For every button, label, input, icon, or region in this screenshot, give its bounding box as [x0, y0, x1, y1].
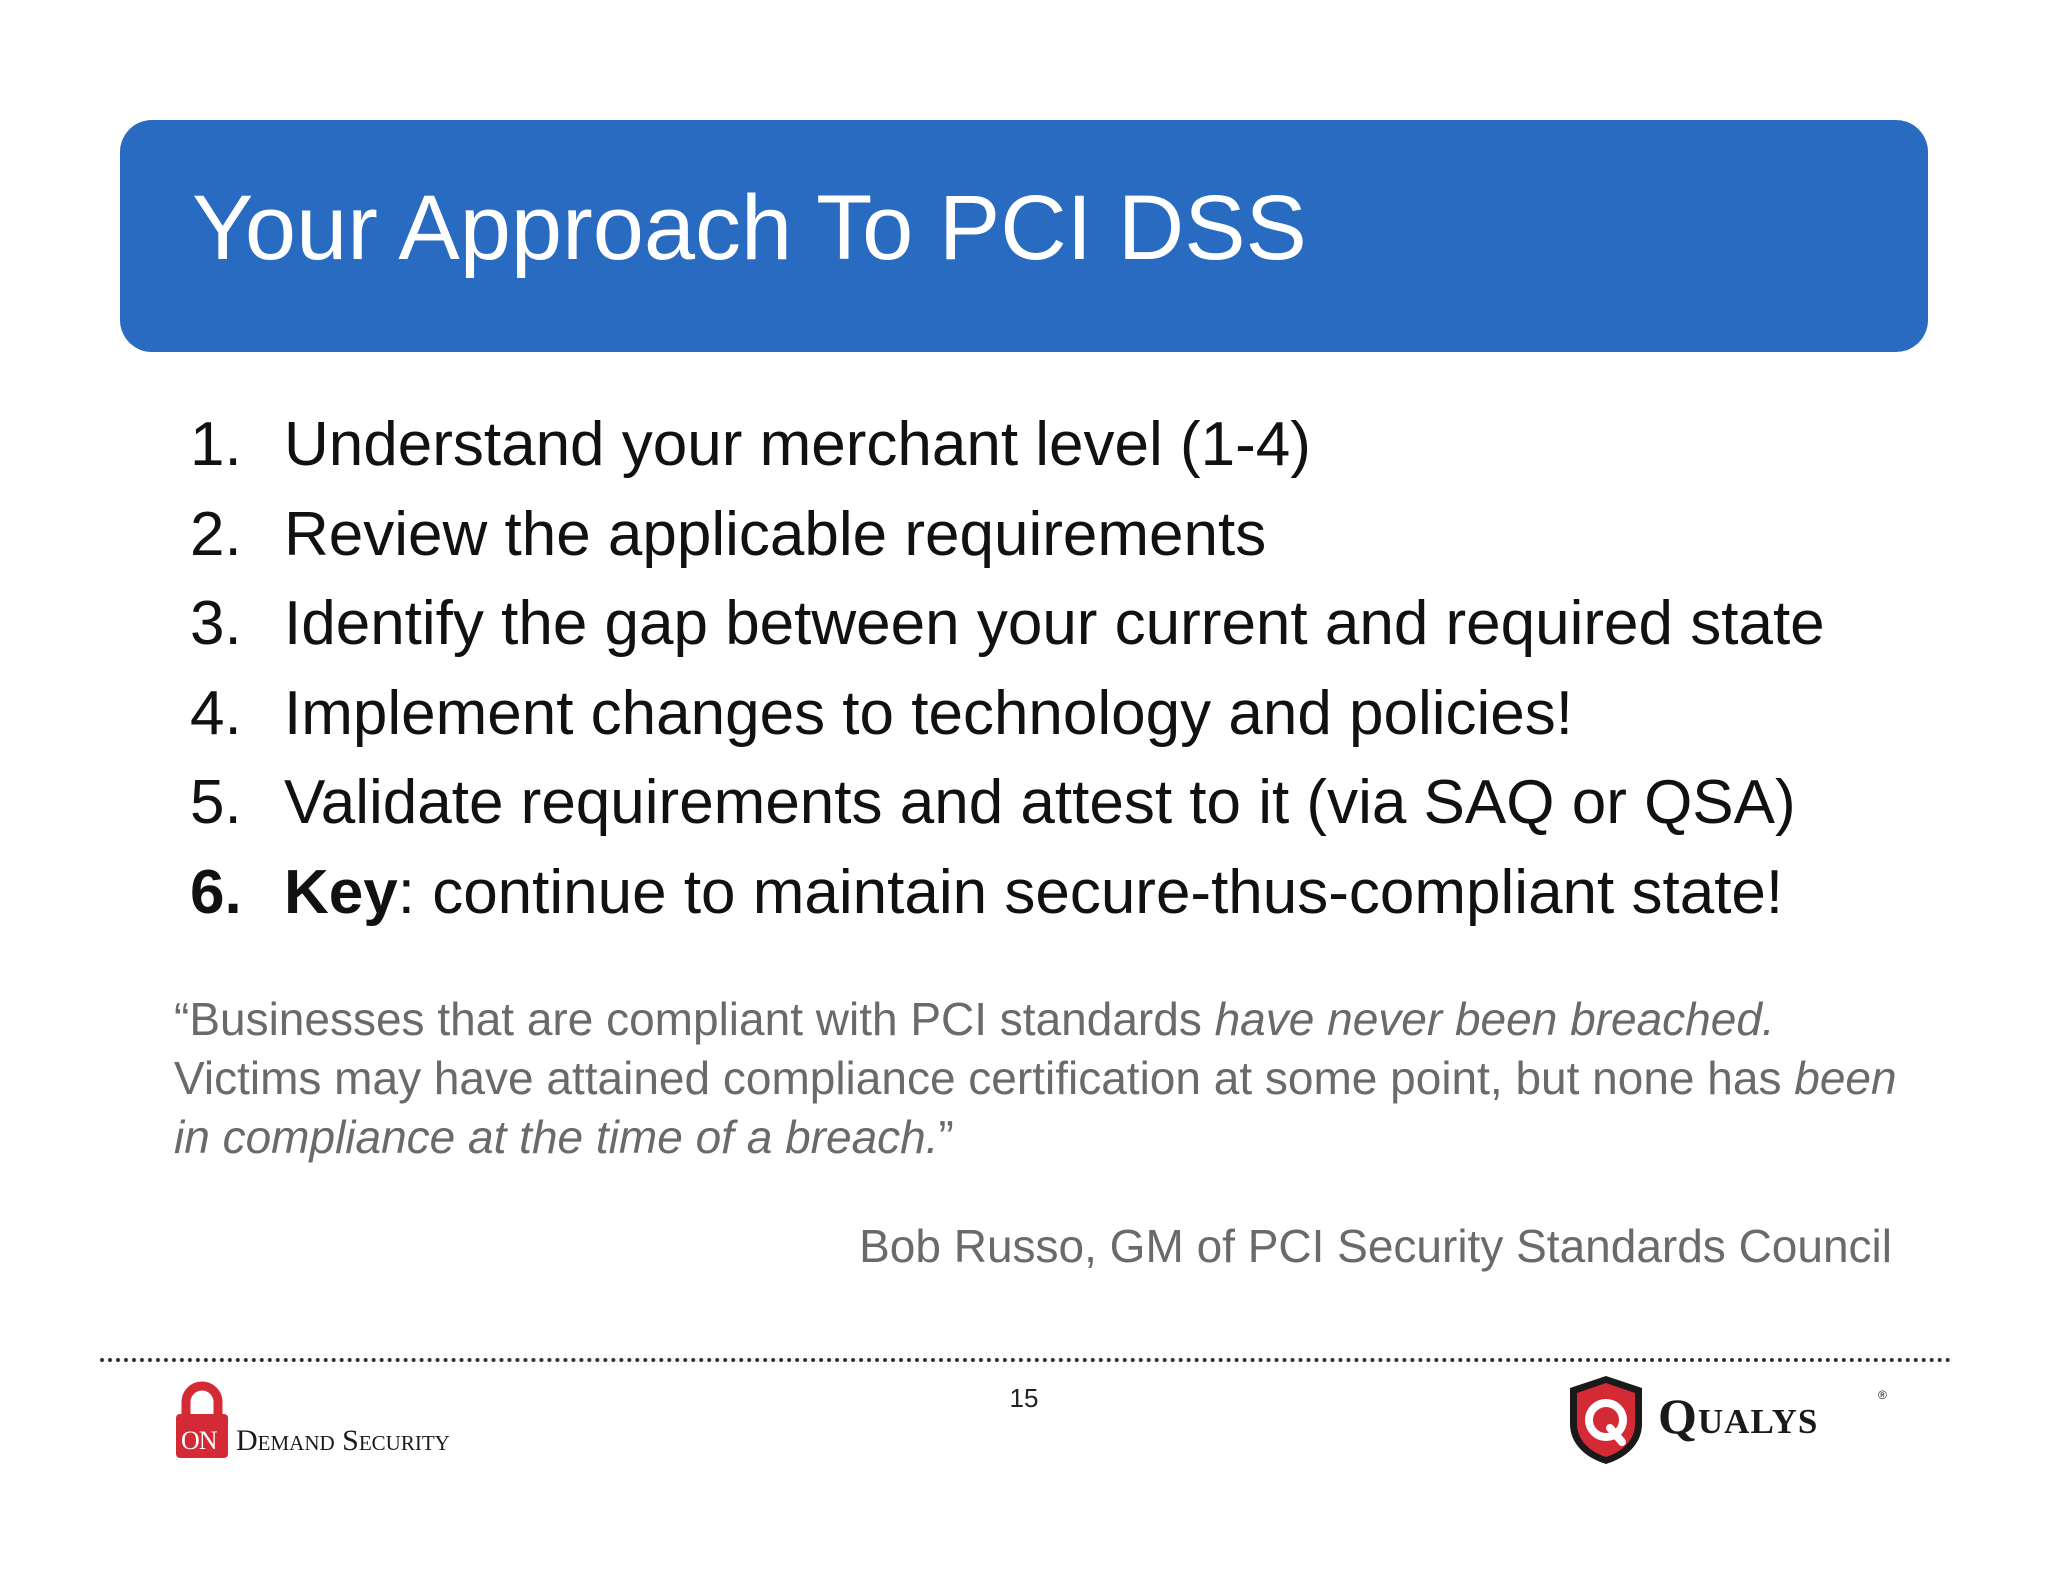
title-banner — [120, 120, 1928, 352]
footer-divider — [100, 1358, 1952, 1362]
step-number: 1. — [190, 410, 242, 479]
logo-on-text: ON — [178, 1426, 220, 1456]
step-number: 2. — [190, 499, 242, 569]
quote-part: “Businesses that are compliant with PCI standards — [174, 993, 1215, 1045]
quote-part: ” — [938, 1111, 954, 1163]
key-word: Key — [284, 857, 398, 927]
quote-emphasis: been in compliance at the time of a breach. — [174, 1052, 1897, 1163]
key-step-text: : continue to maintain secure-thus-compliant state! — [397, 857, 1784, 927]
page-number: 15 — [1009, 1383, 1039, 1413]
step-text: Understand your merchant level (1-4) — [284, 410, 1311, 479]
qualys-wordmark: Qualys — [1658, 1388, 1819, 1444]
quote-part: Victims may have attained compliance certification at some point, but none has — [174, 1052, 1795, 1104]
step-number: 6. — [190, 857, 242, 927]
step-number: 3. — [190, 589, 242, 658]
registered-mark: ® — [1878, 1388, 1887, 1402]
step-text: Review the applicable requirements — [284, 499, 1267, 569]
quote-attribution: Bob Russo, GM of PCI Security Standards Council — [859, 1220, 1892, 1272]
step-text — [284, 848, 1783, 938]
quote-emphasis: have never been breached. — [1214, 993, 1775, 1045]
step-text: Identify the gap between your current and required state — [284, 589, 1825, 658]
slide-title: Your Approach To PCI DSS — [192, 177, 1307, 279]
step-number: 5. — [190, 768, 242, 837]
step-text: Implement changes to technology and policies! — [284, 678, 1574, 748]
logo-brand-text: Demand Security — [236, 1424, 450, 1457]
on-demand-security-logo — [172, 1374, 492, 1464]
q-shield-icon — [1566, 1374, 1646, 1466]
step-number: 4. — [190, 678, 242, 748]
step-text: Validate requirements and attest to it (via SAQ or QSA) — [284, 768, 1796, 837]
quote-block — [174, 990, 1914, 1167]
qualys-logo — [1566, 1374, 1886, 1466]
